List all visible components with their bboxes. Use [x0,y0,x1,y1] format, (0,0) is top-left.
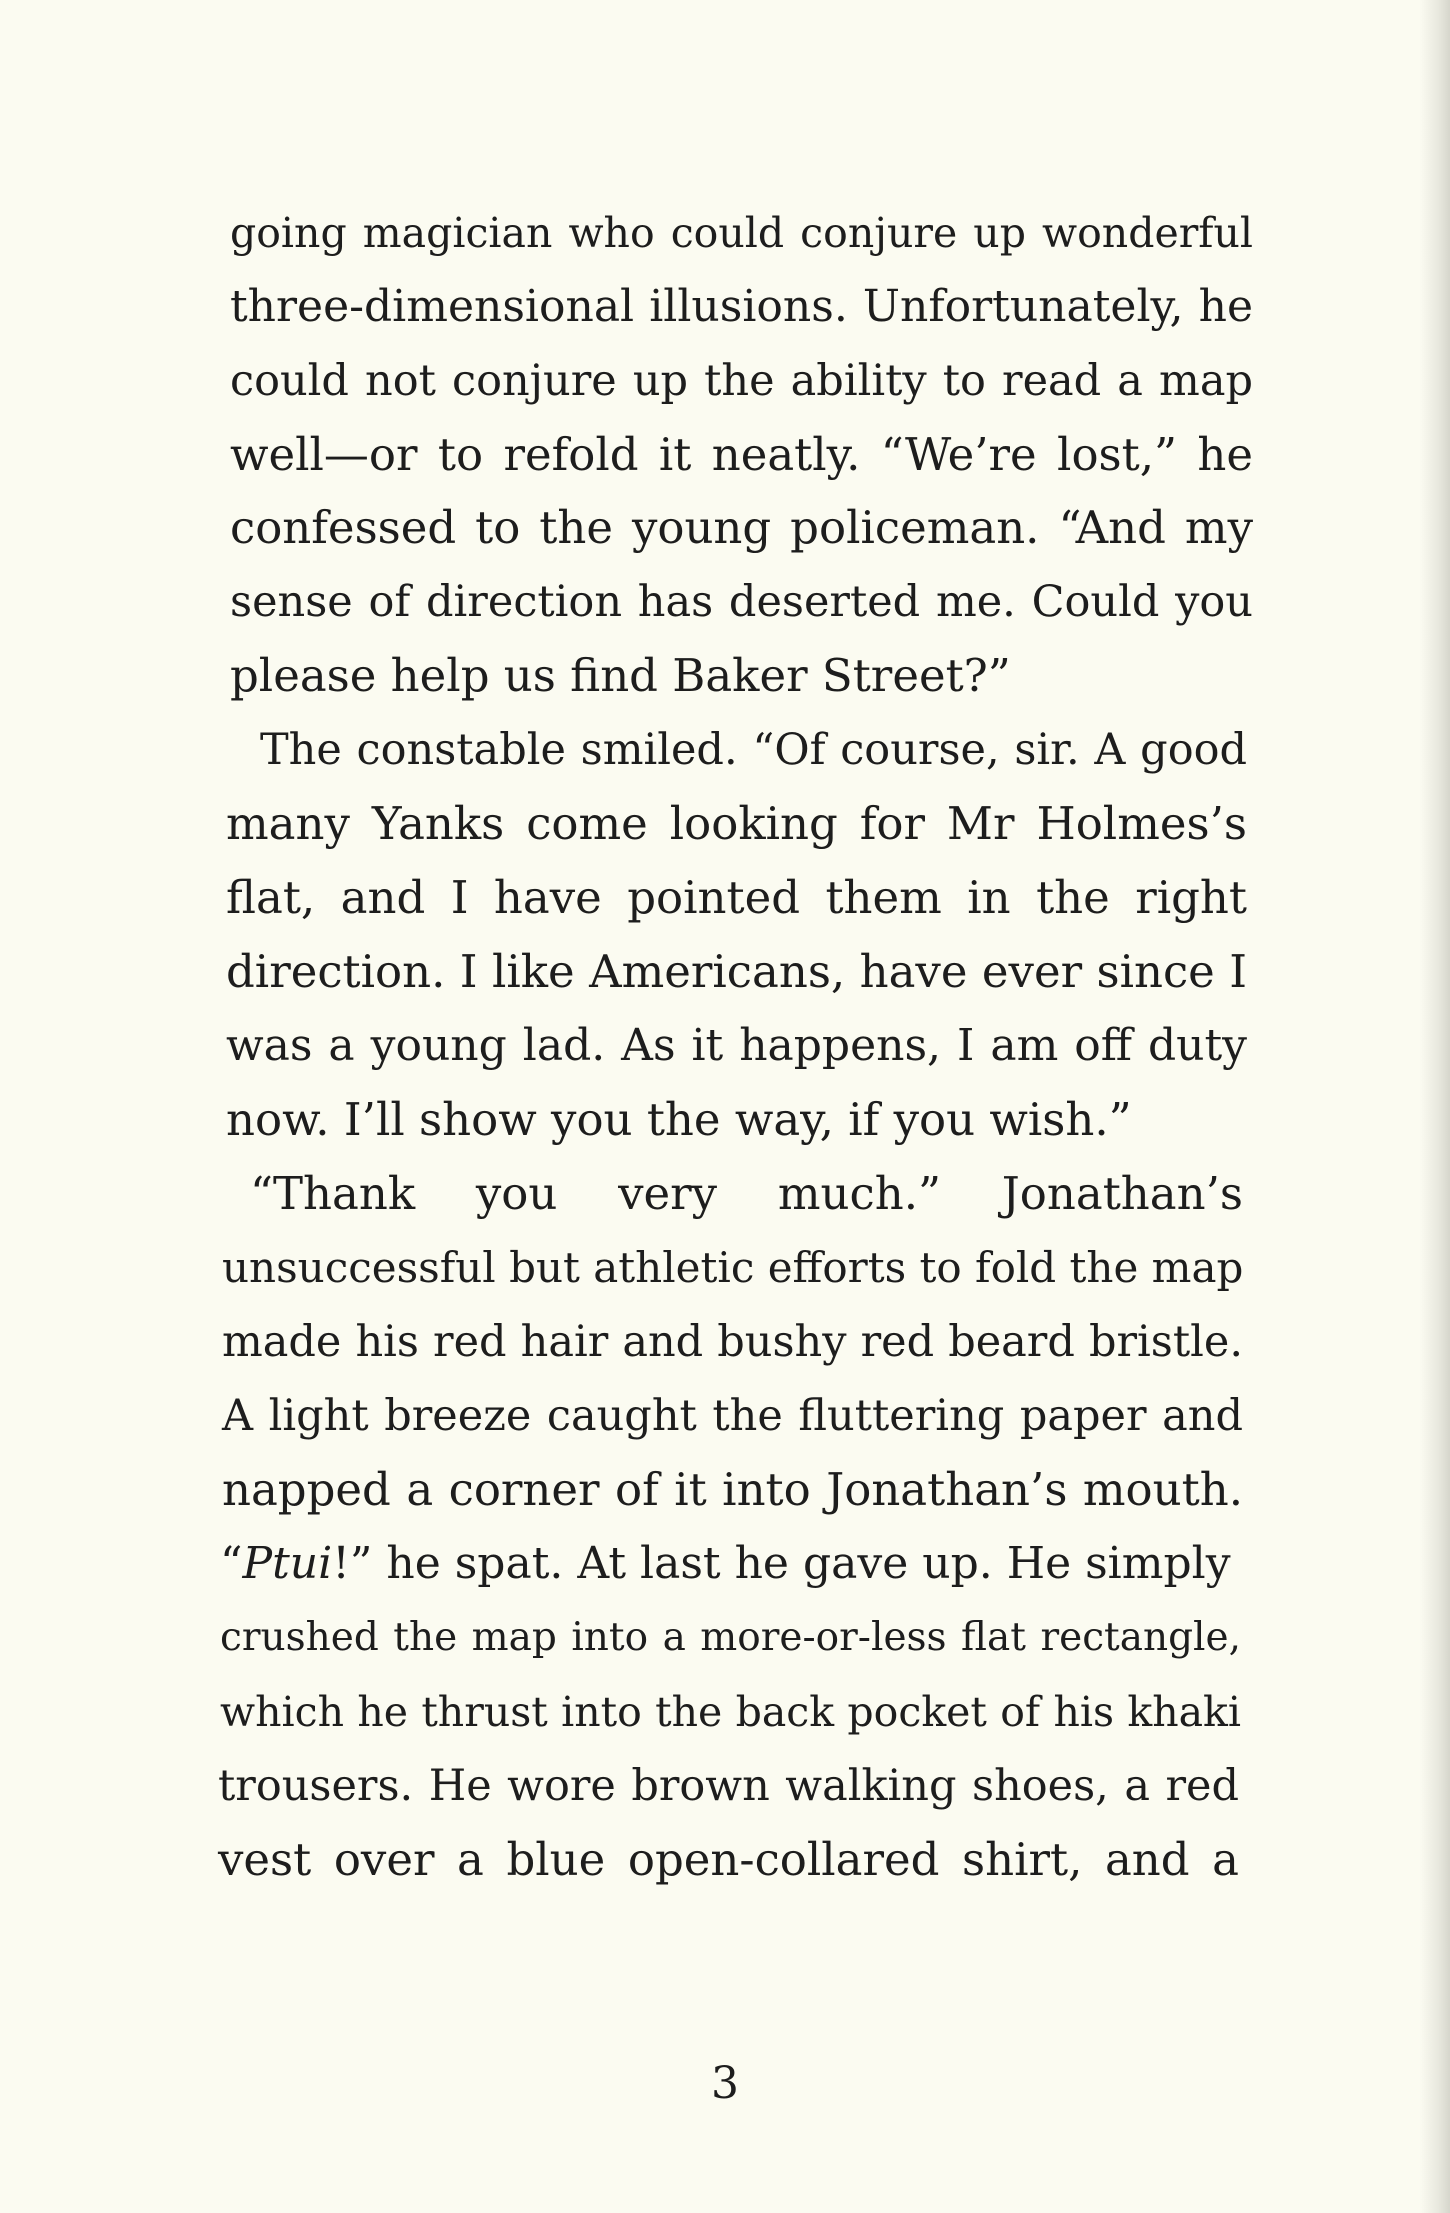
text-line: A light breeze caught the fluttering paper and [222,1391,1243,1441]
text-line: vest over a blue open-collared shirt, and a [218,1833,1239,1886]
text-line: trousers. He wore brown walking shoes, a red [218,1761,1239,1811]
text-line: which he thrust into the back pocket of his khaki [220,1688,1241,1736]
text-line: was a young lad. As it happens, I am off duty [226,1020,1247,1071]
italic-word: Ptui [242,1538,333,1589]
line-remainder: !” he spat. At last he gave up. He simply [332,1538,1231,1589]
page-number: 3 [711,2058,739,2109]
text-line: direction. I like Americans, have ever since I [226,945,1247,998]
text-line: please help us find Baker Street?” [230,649,1011,702]
text-line: napped a corner of it into Jonathan’s mouth. [222,1463,1243,1516]
text-line: many Yanks come looking for Mr Holmes’s [226,797,1247,850]
text-line: confessed to the young policeman. “And my [230,501,1253,554]
text-line: “Thank you very much.” Jonathan’s [250,1167,1243,1220]
text-line: flat, and I have pointed them in the right [226,871,1247,924]
text-line: going magician who could conjure up wonderful [230,209,1253,257]
text-line: sense of direction has deserted me. Could you [230,577,1253,627]
text-line-with-italic [220,1534,1241,1594]
text-line: could not conjure up the ability to read a map [230,356,1253,406]
text-line: unsuccessful but athletic efforts to fold the map [222,1243,1244,1292]
text-line: now. I’ll show you the way, if you wish.” [226,1093,1132,1146]
text-line: three-dimensional illusions. Unfortunately, he [230,281,1253,332]
text-line: The constable smiled. “Of course, sir. A good [260,725,1247,775]
text-line: well—or to refold it neatly. “We’re lost,” he [230,428,1253,481]
text-line: crushed the map into a more-or-less flat rectangle, [220,1615,1241,1660]
text-line: made his red hair and bushy red beard bristle. [222,1317,1243,1367]
open-quote: “ [220,1538,243,1589]
